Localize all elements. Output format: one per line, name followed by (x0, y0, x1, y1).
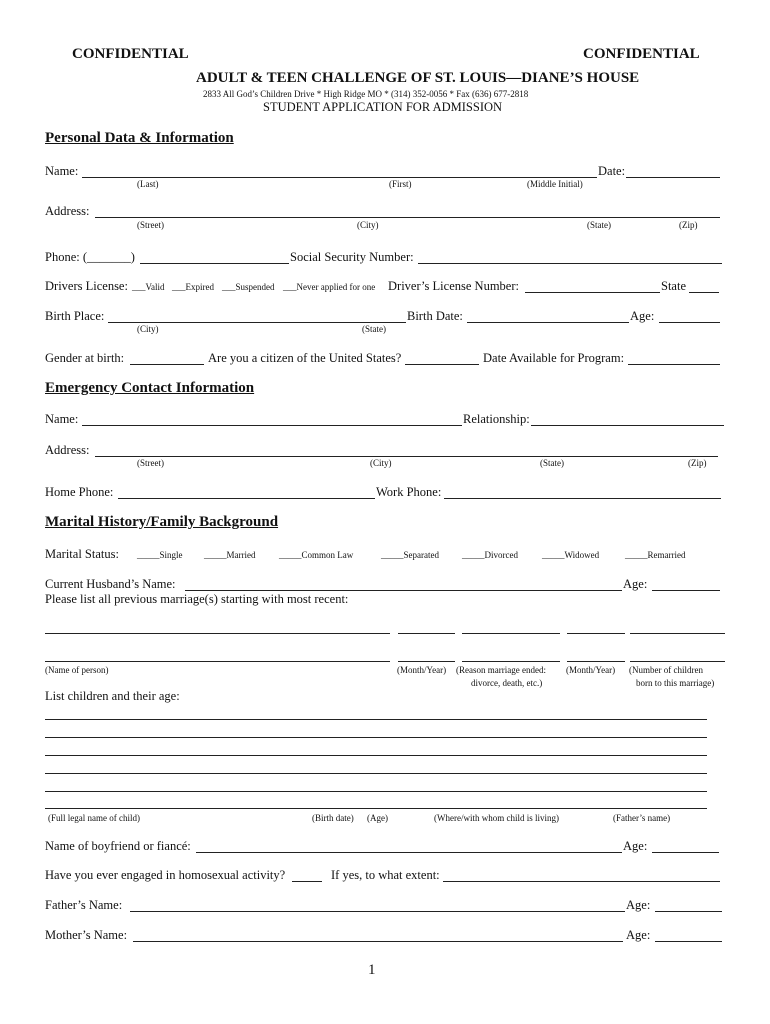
prev-monthyear2-field[interactable] (567, 633, 625, 634)
child-col-name-caption: (Full legal name of child) (48, 813, 140, 823)
col-reason-caption: (Reason marriage ended: (456, 665, 546, 675)
bp-state-caption: (State) (362, 324, 386, 334)
birth-date-label: Birth Date: (407, 309, 463, 323)
prev-monthyear2-field[interactable] (567, 661, 625, 662)
first-caption: (First) (389, 179, 412, 189)
child-col-age-caption: (Age) (367, 813, 388, 823)
city-caption: (City) (357, 220, 379, 230)
mother-age-field[interactable] (655, 941, 722, 942)
citizen-label: Are you a citizen of the United States? (208, 351, 402, 365)
homosexual-field[interactable] (292, 881, 322, 882)
status-single[interactable]: _____Single (137, 550, 183, 560)
dl-state-field[interactable] (689, 292, 719, 293)
emergency-heading: Emergency Contact Information (45, 380, 255, 396)
ssn-field[interactable] (418, 263, 722, 264)
col-monthyear-caption: (Month/Year) (397, 665, 447, 675)
prev-children-field[interactable] (630, 661, 725, 662)
name-field[interactable] (82, 177, 597, 178)
prev-marriage-label: Please list all previous marriage(s) starting with most recent: (45, 592, 349, 606)
ec-state-caption: (State) (540, 458, 564, 468)
date-field[interactable] (626, 177, 720, 178)
husband-field[interactable] (185, 590, 622, 591)
age-field[interactable] (659, 322, 720, 323)
address-field[interactable] (95, 217, 720, 218)
status-widowed[interactable]: _____Widowed (542, 550, 600, 560)
prev-monthyear-field[interactable] (398, 661, 455, 662)
marital-heading: Marital History/Family Background (45, 514, 279, 530)
gender-label: Gender at birth: (45, 351, 125, 365)
husband-label: Current Husband’s Name: (45, 577, 176, 591)
child-row[interactable] (45, 791, 707, 792)
ec-city-caption: (City) (370, 458, 392, 468)
child-col-father-caption: (Father’s name) (613, 813, 671, 823)
mother-label: Mother’s Name: (45, 928, 128, 942)
dl-number-field[interactable] (525, 292, 660, 293)
child-row[interactable] (45, 737, 707, 738)
child-row[interactable] (45, 773, 707, 774)
last-caption: (Last) (137, 179, 159, 189)
ec-address-label: Address: (45, 443, 90, 457)
homosexual-label: Have you ever engaged in homosexual activity? (45, 868, 286, 882)
personal-heading: Personal Data & Information (45, 130, 234, 146)
dl-expired[interactable]: ___Expired (172, 282, 214, 292)
marital-status-label: Marital Status: (45, 547, 119, 561)
status-married[interactable]: _____Married (204, 550, 256, 560)
home-phone-label: Home Phone: (45, 485, 114, 499)
dl-label: Drivers License: (45, 279, 128, 293)
ec-name-label: Name: (45, 412, 79, 426)
child-col-where-caption: (Where/with whom child is living) (434, 813, 559, 823)
work-phone-field[interactable] (444, 498, 721, 499)
child-row[interactable] (45, 719, 707, 720)
extent-field[interactable] (443, 881, 720, 882)
name-label: Name: (45, 164, 79, 178)
available-field[interactable] (628, 364, 720, 365)
dl-number-label: Driver’s License Number: (388, 279, 519, 293)
boyfriend-field[interactable] (196, 852, 622, 853)
relationship-field[interactable] (531, 425, 724, 426)
ec-street-caption: (Street) (137, 458, 164, 468)
children-label: List children and their age: (45, 689, 180, 703)
confidential-left: CONFIDENTIAL (72, 46, 189, 62)
citizen-field[interactable] (405, 364, 479, 365)
col-children-caption: (Number of children (629, 665, 703, 675)
prev-name-field[interactable] (45, 633, 390, 634)
bp-city-caption: (City) (137, 324, 159, 334)
dl-never[interactable]: ___Never applied for one (283, 282, 376, 292)
middle-caption: (Middle Initial) (527, 179, 583, 189)
father-label: Father’s Name: (45, 898, 123, 912)
prev-monthyear-field[interactable] (398, 633, 455, 634)
birth-date-field[interactable] (467, 322, 629, 323)
ssn-label: Social Security Number: (290, 250, 414, 264)
home-phone-field[interactable] (118, 498, 375, 499)
birth-place-label: Birth Place: (45, 309, 105, 323)
col-name-caption: (Name of person) (45, 665, 109, 675)
child-row[interactable] (45, 808, 707, 809)
available-label: Date Available for Program: (483, 351, 625, 365)
husband-age-label: Age: (623, 577, 648, 591)
col-children-caption-2: born to this marriage) (636, 678, 715, 688)
father-age-field[interactable] (655, 911, 722, 912)
father-age-label: Age: (626, 898, 651, 912)
org-address: 2833 All God’s Children Drive * High Ridge MO * (314) 352-0056 * Fax (636) 677-2818 (203, 89, 529, 99)
age-label: Age: (630, 309, 655, 323)
dl-state-label: State (661, 279, 686, 293)
boyfriend-label: Name of boyfriend or fiancé: (45, 839, 191, 853)
state-caption: (State) (587, 220, 611, 230)
page-number: 1 (368, 962, 376, 978)
gender-field[interactable] (130, 364, 204, 365)
birth-place-field[interactable] (108, 322, 406, 323)
phone-field[interactable] (140, 263, 289, 264)
husband-age-field[interactable] (652, 590, 720, 591)
status-common-law[interactable]: _____Common Law (279, 550, 354, 560)
boyfriend-age-field[interactable] (652, 852, 719, 853)
extent-label: If yes, to what extent: (331, 868, 440, 882)
work-phone-label: Work Phone: (376, 485, 442, 499)
prev-name-field[interactable] (45, 661, 390, 662)
ec-name-field[interactable] (82, 425, 462, 426)
status-separated[interactable]: _____Separated (381, 550, 439, 560)
father-field[interactable] (130, 911, 625, 912)
mother-age-label: Age: (626, 928, 651, 942)
prev-reason-field[interactable] (462, 661, 560, 662)
relationship-label: Relationship: (463, 412, 530, 426)
ec-address-field[interactable] (95, 456, 718, 457)
form-title: STUDENT APPLICATION FOR ADMISSION (263, 100, 503, 114)
ec-zip-caption: (Zip) (688, 458, 707, 468)
col-reason-caption-2: divorce, death, etc.) (471, 678, 543, 688)
status-remarried[interactable]: _____Remarried (625, 550, 686, 560)
street-caption: (Street) (137, 220, 164, 230)
col-monthyear2-caption: (Month/Year) (566, 665, 616, 675)
prev-children-field[interactable] (630, 633, 725, 634)
child-col-birth-caption: (Birth date) (312, 813, 354, 823)
boyfriend-age-label: Age: (623, 839, 648, 853)
address-label: Address: (45, 204, 90, 218)
mother-field[interactable] (133, 941, 623, 942)
child-row[interactable] (45, 755, 707, 756)
dl-valid[interactable]: ___Valid (132, 282, 165, 292)
prev-reason-field[interactable] (462, 633, 560, 634)
phone-label: Phone: (_______) (45, 250, 135, 264)
zip-caption: (Zip) (679, 220, 698, 230)
dl-suspended[interactable]: ___Suspended (222, 282, 275, 292)
status-divorced[interactable]: _____Divorced (462, 550, 518, 560)
date-label: Date: (598, 164, 626, 178)
org-title: ADULT & TEEN CHALLENGE OF ST. LOUIS—DIANE’S HOUSE (196, 70, 640, 86)
confidential-right: CONFIDENTIAL (583, 46, 700, 62)
